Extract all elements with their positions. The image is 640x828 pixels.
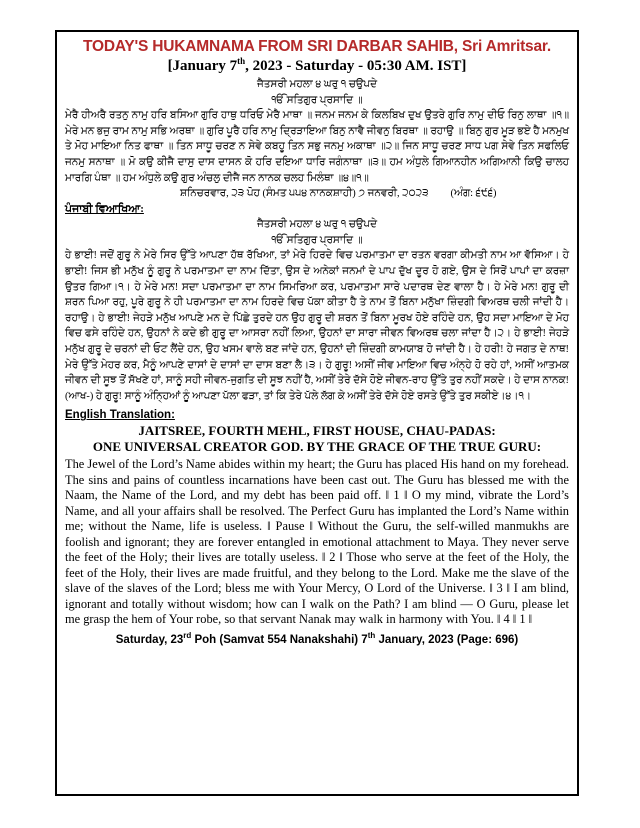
title-date-sup: th <box>237 56 246 66</box>
title-date-rest: , 2023 - Saturday - 05:30 AM. IST] <box>245 58 467 74</box>
gurbani-heading-2: ੴ ਸਤਿਗੁਰ ਪ੍ਰਸਾਦਿ ॥ <box>271 94 363 106</box>
vyakhya-label: ਪੰਜਾਬੀ ਵਿਆਖਿਆ: <box>65 203 144 216</box>
english-label: English Translation: <box>65 409 175 422</box>
title-date-open: [January 7 <box>167 58 238 74</box>
vyakhya-heading-2: ੴ ਸਤਿਗੁਰ ਪ੍ਰਸਾਦਿ ॥ <box>271 234 363 246</box>
english-date-b-sup: th <box>367 630 376 640</box>
english-heading-2: ONE UNIVERSAL CREATOR GOD. BY THE GRACE OF THE TRUE GURU: <box>92 439 542 455</box>
gurbani-text: ਮੇਰੈ ਹੀਅਰੈ ਰਤਨੁ ਨਾਮੁ ਹਰਿ ਬਸਿਆ ਗੁਰਿ ਹਾਥੁ ਧਰਿਓ ਮੇਰੈ ਮਾਥਾ ॥ ਜਨਮ ਜਨਮ ਕੇ ਕਿਲਬਿਖ ਦੁਖ ਉਤਰੇ ਗੁਰਿ ਨਾਮੁ ਦੀਓ ਰਿਨੁ ਲਾਥਾ ॥੧॥ ਮੇਰੇ ਮਨ ਭਜੁ ਰਾਮ ਨਾਮੁ ਸਭਿ ਅਰਥਾ ॥ ਗੁਰਿ ਪੂਰੈ ਹਰਿ ਨਾਮੁ ਦ੍ਰਿੜਾਇਆ ਬਿਨੁ ਨਾਵੈ ਜੀਵਨੁ ਬਿਰਥਾ ॥ ਰਹਾਉ ॥ ਬਿਨੁ ਗੁਰ ਮੂੜ ਭਏ ਹੈ ਮਨਮੁਖ ਤੇ ਮੋਹ ਮਾਇਆ ਨਿਤ ਫਾਥਾ ॥ ਤਿਨ ਸਾਧੂ ਚਰਣ ਨ ਸੇਵੇ ਕਬਹੂ ਤਿਨ ਸਭੁ ਜਨਮੁ ਅਕਾਥਾ ॥੨॥ ਜਿਨ ਸਾਧੂ ਚਰਣ ਸਾਧ ਪਗ ਸੇਵੇ ਤਿਨ ਸਫਲਿਓ ਜਨਮੁ ਸਨਾਥਾ ॥ ਮੋ ਕਉ ਕੀਜੈ ਦਾਸੁ ਦਾਸ ਦਾਸਨ ਕੋ ਹਰਿ ਦਇਆ ਧਾਰਿ ਜਗੰਨਾਥਾ ॥੩॥ ਹਮ ਅੰਧੁਲੇ ਗਿਆਨਹੀਨ ਅਗਿਆਨੀ ਕਿਉ ਚਾਲਹ ਮਾਰਗਿ ਪੰਥਾ ॥ ਹਮ ਅੰਧੁਲੇ ਕਉ ਗੁਰ ਅੰਚਲੁ ਦੀਜੈ ਜਨ ਨਾਨਕ ਚਲਹ ਮਿਲੰਥਾ ॥੪॥੧॥ <box>65 110 569 184</box>
hukamnama-frame <box>55 30 579 796</box>
english-date-a-sup: rd <box>183 630 192 640</box>
gurbani-date-line <box>65 186 569 202</box>
english-date-a: Saturday, 23 <box>115 633 184 646</box>
gurbani-heading-1: ਜੈਤਸਰੀ ਮਹਲਾ ੪ ਘਰੁ ੧ ਚਉਪਦੇ <box>256 79 378 90</box>
english-date-b: Poh (Samvat 554 Nanakshahi) 7 <box>191 633 368 646</box>
english-heading-1: JAITSREE, FOURTH MEHL, FIRST HOUSE, CHAU-PADAS: <box>138 423 496 439</box>
vyakhya-text: ਹੇ ਭਾਈ! ਜਦੋਂ ਗੁਰੂ ਨੇ ਮੇਰੇ ਸਿਰ ਉੱਤੇ ਆਪਣਾ ਹੱਥ ਰੱਖਿਆ, ਤਾਂ ਮੇਰੇ ਹਿਰਦੇ ਵਿਚ ਪਰਮਾਤਮਾ ਦਾ ਰਤਨ ਵਰਗਾ ਕੀਮਤੀ ਨਾਮ ਆ ਵੱਸਿਆ। ਹੇ ਭਾਈ! ਜਿਸ ਭੀ ਮਨੁੱਖ ਨੂੰ ਗੁਰੂ ਨੇ ਪਰਮਾਤਮਾ ਦਾ ਨਾਮ ਦਿੱਤਾ, ਉਸ ਦੇ ਅਨੇਕਾਂ ਜਨਮਾਂ ਦੇ ਪਾਪ ਦੁੱਖ ਦੂਰ ਹੋ ਗਏ, ਉਸ ਦੇ ਸਿਰੋਂ ਪਾਪਾਂ ਦਾ ਕਰਜ਼ਾ ਉਤਰ ਗਿਆ।੧। ਹੇ ਮੇਰੇ ਮਨ! ਸਦਾ ਪਰਮਾਤਮਾ ਦਾ ਨਾਮ ਸਿਮਰਿਆ ਕਰ, ਪਰਮਾਤਮਾ ਸਾਰੇ ਪਦਾਰਥ ਦੇਣ ਵਾਲਾ ਹੈ। ਹੇ ਮੇਰੇ ਮਨ! ਗੁਰੂ ਦੀ ਸ਼ਰਨ ਪਿਆ ਰਹੁ, ਪੂਰੇ ਗੁਰੂ ਨੇ ਹੀ ਪਰਮਾਤਮਾ ਦਾ ਨਾਮ ਹਿਰਦੇ ਵਿਚ ਪੱਕਾ ਕੀਤਾ ਹੈ ਤੇ ਨਾਮ ਤੋਂ ਬਿਨਾ ਮਨੁੱਖਾ ਜ਼ਿੰਦਗੀ ਵਿਅਰਥ ਚਲੀ ਜਾਂਦੀ ਹੈ।ਰਹਾਉ। ਹੇ ਭਾਈ! ਜੇਹੜੇ ਮਨੁੱਖ ਆਪਣੇ ਮਨ ਦੇ ਪਿੱਛੇ ਤੁਰਦੇ ਹਨ ਉਹ ਗੁਰੂ ਦੀ ਸ਼ਰਨ ਤੋਂ ਬਿਨਾ ਮੂਰਖ ਹੋਏ ਰਹਿੰਦੇ ਹਨ, ਉਹ ਸਦਾ ਮਾਇਆ ਦੇ ਮੋਹ ਵਿਚ ਫਸੇ ਰਹਿੰਦੇ ਹਨ, ਉਹਨਾਂ ਨੇ ਕਦੇ ਭੀ ਗੁਰੂ ਦਾ ਆਸਰਾ ਨਹੀਂ ਲਿਆ, ਉਹਨਾਂ ਦਾ ਸਾਰਾ ਜੀਵਨ ਵਿਅਰਥ ਚਲਾ ਜਾਂਦਾ ਹੈ।੨। ਹੇ ਭਾਈ! ਜੇਹੜੇ ਮਨੁੱਖ ਗੁਰੂ ਦੇ ਚਰਨਾਂ ਦੀ ਓਟ ਲੈਂਦੇ ਹਨ, ਉਹ ਖਸਮ ਵਾਲੇ ਬਣ ਜਾਂਦੇ ਹਨ, ਉਹਨਾਂ ਦੀ ਜ਼ਿੰਦਗੀ ਕਾਮਯਾਬ ਹੋ ਜਾਂਦੀ ਹੈ। ਹੇ ਹਰੀ! ਹੇ ਜਗਤ ਦੇ ਨਾਥ! ਮੇਰੇ ਉੱਤੇ ਮੇਹਰ ਕਰ, ਮੈਨੂੰ ਆਪਣੇ ਦਾਸਾਂ ਦੇ ਦਾਸਾਂ ਦਾ ਦਾਸ ਬਣਾ ਲੈ।੩। ਹੇ ਗੁਰੂ! ਅਸੀਂ ਜੀਵ ਮਾਇਆ ਵਿਚ ਅੰਨ੍ਹੇ ਹੋ ਰਹੇ ਹਾਂ, ਅਸੀਂ ਆਤਮਕ ਜੀਵਨ ਦੀ ਸੂਝ ਤੋਂ ਸੱਖਣੇ ਹਾਂ, ਸਾਨੂੰ ਸਹੀ ਜੀਵਨ-ਜੁਗਤਿ ਦੀ ਸੂਝ ਨਹੀਂ ਹੈ, ਅਸੀਂ ਤੇਰੇ ਦੱਸੇ ਹੋਏ ਜੀਵਨ-ਰਾਹ ਉੱਤੇ ਤੁਰ ਨਹੀਂ ਸਕਦੇ। ਹੇ ਦਾਸ ਨਾਨਕ! (ਆਖ-) ਹੇ ਗੁਰੂ! ਸਾਨੂੰ ਅੰਨ੍ਹਿਆਂ ਨੂੰ ਆਪਣਾ ਪੱਲਾ ਫੜਾ, ਤਾਂ ਕਿ ਤੇਰੇ ਪੱਲੇ ਲੱਗ ਕੇ ਅਸੀਂ ਤੇਰੇ ਦੱਸੇ ਹੋਏ ਰਸਤੇ ਉੱਤੇ ਤੁਰ ਸਕੀਏ।੪।੧। <box>65 250 569 402</box>
vyakhya-heading-1: ਜੈਤਸਰੀ ਮਹਲਾ ੪ ਘਰੁ ੧ ਚਉਪਦੇ <box>256 219 378 231</box>
english-date-c: January, 2023 (Page: 696) <box>375 633 519 646</box>
english-date-line <box>65 631 569 646</box>
gurbani-date: ਸ਼ਨਿਚਰਵਾਰ, ੨੩ ਪੋਹ (ਸੰਮਤ ੫੫੪ ਨਾਨਕਸ਼ਾਹੀ) ੭ ਜਨਵਰੀ, ੨੦੨੩ <box>180 188 429 200</box>
title-date <box>65 56 569 75</box>
page-title: TODAY'S HUKAMNAMA FROM SRI DARBAR SAHIB, Sri Amritsar. <box>83 38 551 55</box>
english-text: The Jewel of the Lord’s Name abides within my heart; the Guru has placed His hand on my forehead. The sins and pains of countless incarnations have been cast out. The Guru has blessed me with the Naam, the Name of the Lord, and my debt has been paid off. ‖ 1 ‖ O my mind, vibrate the Lord’s Name, and all your affairs shall be resolved. The Perfect Guru has implanted the Lord’s Name within me; without the Name, life is useless. ‖ Pause ‖ Without the Guru, the self-willed manmukhs are foolish and ignorant; they are forever entangled in emotional attachment to Maya. They never serve the feet of the Holy; their lives are totally useless. ‖ 2 ‖ Those who serve at the feet of the Holy, the feet of the Holy, their lives are made fruitful, and they belong to the Lord. Make me the slave of the slave of the slaves of the Lord; bless me with Your Mercy, O Lord of the Universe. ‖ 3 ‖ I am blind, ignorant and totally without wisdom; how can I walk on the Path? I am blind — O Guru, please let me grasp the hem of Your robe, so that servant Nanak may walk in harmony with You. ‖ 4 ‖ 1 ‖ <box>65 457 569 627</box>
gurbani-ang: (ਅੰਗ: ੬੯੬) <box>450 188 497 200</box>
